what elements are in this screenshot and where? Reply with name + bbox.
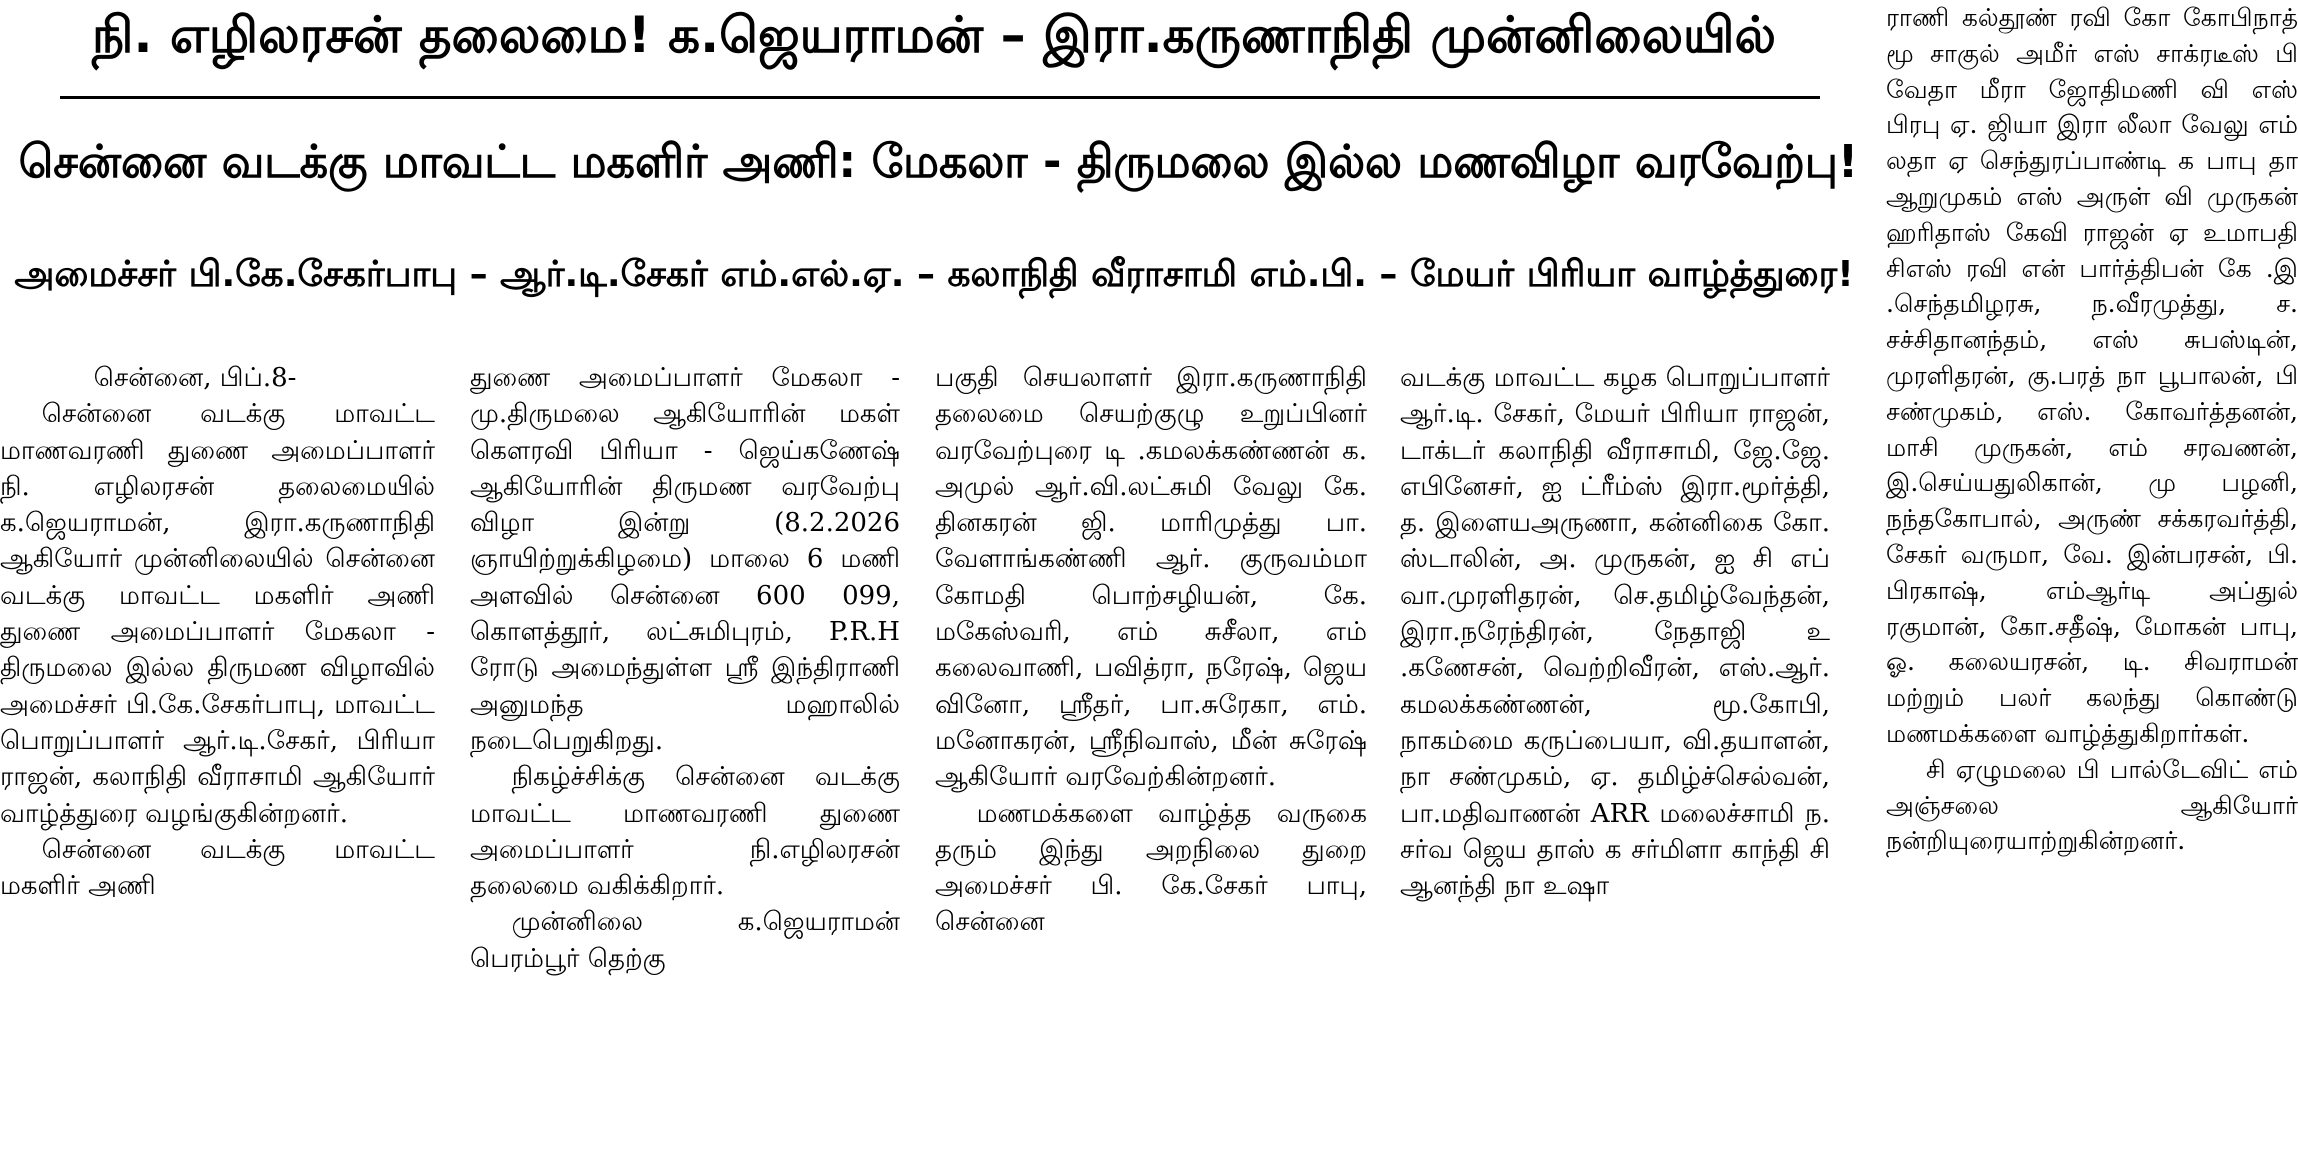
- article-column-1: [0, 360, 435, 1156]
- paragraph: சென்னை வடக்கு மாவட்ட மாணவரணி துணை அமைப்பாளர் நி. எழிலரசன் தலைமையில் க.ஜெயராமன், இரா.கருணாநிதி ஆகியோர் முன்னிலையில் சென்னை வடக்கு மாவட்ட மகளிர் அணி துணை அமைப்பாளர் மேகலா - திருமலை இல்ல திருமண விழாவில் அமைச்சர் பி.கே.சேகர்பாபு, மாவட்ட பொறுப்பாளர் ஆர்.டி.சேகர், பிரியா ராஜன், கலாநிதி வீராசாமி ஆகியோர் வாழ்த்துரை வழங்குகின்றனர்.: [0, 399, 435, 829]
- paragraph: சி ஏழுமலை பி பால்டேவிட் எம் அஞ்சலை ஆகியோர் நன்றியுரையாற்றுகின்றனர்.: [1886, 754, 2298, 856]
- paragraph: வடக்கு மாவட்ட கழக பொறுப்பாளர் ஆர்.டி. சேகர், மேயர் பிரியா ராஜன், டாக்டர் கலாநிதி வீராசாமி, ஜே.ஜே. எபினேசர், ஐ ட்ரீம்ஸ் இரா.மூர்த்தி, த. இளையஅருணா, கன்னிகை கோ. ஸ்டாலின், அ. முருகன், ஐ சி எப் வா.முரளிதரன், செ.தமிழ்வேந்தன், இரா.நரேந்திரன், நேதாஜி உ .கணேசன், வெற்றிவீரன், எஸ்.ஆர். கமலக்கண்ணன், மூ.கோபி, நாகம்மை கருப்பையா, வி.தயாளன், நா சண்முகம், ஏ. தமிழ்ச்செல்வன், பா.மதிவாணன் ARR மலைச்சாமி ந. சர்வ ஜெய தாஸ் க சர்மிளா காந்தி சி ஆனந்தி நா உஷா: [1400, 363, 1830, 902]
- article-column-3: [935, 360, 1367, 1156]
- paragraph: முன்னிலை க.ஜெயராமன் பெரம்பூர் தெற்கு: [470, 907, 900, 974]
- paragraph: ராணி கல்தூண் ரவி கோ கோபிநாத் மூ சாகுல் அமீர் எஸ் சாக்ரடீஸ் பி வேதா மீரா ஜோதிமணி வி எஸ் பிரபு ஏ. ஜியா இரா லீலா வேலு எம் லதா ஏ செந்துரப்பாண்டி க பாபு தா ஆறுமுகம் எஸ் அருள் வி முருகன் ஹரிதாஸ் கேவி ராஜன் ஏ உமாபதி சிஎஸ் ரவி என் பார்த்திபன் கே .இ .செந்தமிழரசு, ந.வீரமுத்து, ச. சச்சிதானந்தம், எஸ் சுபஸ்டின், முரளிதரன், கு.பரத் நா பூபாலன், பி சண்முகம், எஸ். கோவர்த்தனன், மாசி முருகன், எம் சரவணன், இ.செய்யதுலிகான், மு பழனி, நந்தகோபால், அருண் சக்கரவர்த்தி, சேகர் வருமா, வே. இன்பரசன், பி. பிரகாஷ், எம்ஆர்டி அப்துல் ரகுமான், கோ.சதீஷ், மோகன் பாபு, ஓ. கலையரசன், டி. சிவராமன் மற்றும் பலர் கலந்து கொண்டு மணமக்களை வாழ்த்துகிறார்கள்.: [1886, 3, 2298, 748]
- article-column-2: [470, 360, 900, 1156]
- paragraph: சென்னை வடக்கு மாவட்ட மகளிர் அணி: [0, 834, 435, 902]
- paragraph: நிகழ்ச்சிக்கு சென்னை வடக்கு மாவட்ட மாணவரணி துணை அமைப்பாளர் நி.எழிலரசன் தலைமை வகிக்கிறார்.: [470, 762, 900, 902]
- headline-title: சென்னை வடக்கு மாவட்ட மகளிர் அணி: மேகலா - திருமலை இல்ல மணவிழா வரவேற்பு!: [18, 135, 1859, 188]
- article-column-5: [1886, 0, 2298, 1158]
- headline-rule: [60, 96, 1820, 99]
- paragraph: துணை அமைப்பாளர் மேகலா - மு.திருமலை ஆகியோரின் மகள் கௌரவி பிரியா - ஜெய்கணேஷ் ஆகியோரின் திருமண வரவேற்பு விழா இன்று (8.2.2026 ஞாயிற்றுக்கிழமை) மாலை 6 மணி அளவில் சென்னை 600 099, கொளத்தூர், லட்சுமிபுரம், P.R.H ரோடு அமைந்துள்ள ஸ்ரீ இந்திராணி அனுமந்த மஹாலில் நடைபெறுகிறது.: [470, 363, 900, 756]
- headline-kicker: நி. எழிலரசன் தலைமை! க.ஜெயராமன் – இரா.கருணாநிதி முன்னிலையில்: [92, 6, 1776, 64]
- dateline: சென்னை, பிப்.8-: [93, 363, 297, 393]
- headline-deck: அமைச்சர் பி.கே.சேகர்பாபு – ஆர்.டி.சேகர் எம்.எல்.ஏ. – கலாநிதி வீராசாமி எம்.பி. – மேயர் பிரியா வாழ்த்துரை!: [14, 254, 1854, 295]
- paragraph: பகுதி செயலாளர் இரா.கருணாநிதி தலைமை செயற்குழு உறுப்பினர் வரவேற்புரை டி .கமலக்கண்ணன் க. அமுல் ஆர்.வி.லட்சுமி வேலு கே. தினகரன் ஜி. மாரிமுத்து பா. வேளாங்கண்ணி ஆர். குருவம்மா கோமதி பொற்சழியன், கே. மகேஸ்வரி, எம் சுசீலா, எம் கலைவாணி, பவித்ரா, நரேஷ், ஜெய வினோ, ஸ்ரீதர், பா.சுரேகா, எம். மனோகரன், ஸ்ரீநிவாஸ், மீன் சுரேஷ் ஆகியோர் வரவேற்கின்றனர்.: [935, 363, 1367, 793]
- headline-block: [0, 0, 1868, 340]
- paragraph: மணமக்களை வாழ்த்த வருகை தரும் இந்து அறநிலை துறை அமைச்சர் பி. கே.சேகர் பாபு, சென்னை: [935, 798, 1367, 938]
- article-column-4: [1400, 360, 1830, 1156]
